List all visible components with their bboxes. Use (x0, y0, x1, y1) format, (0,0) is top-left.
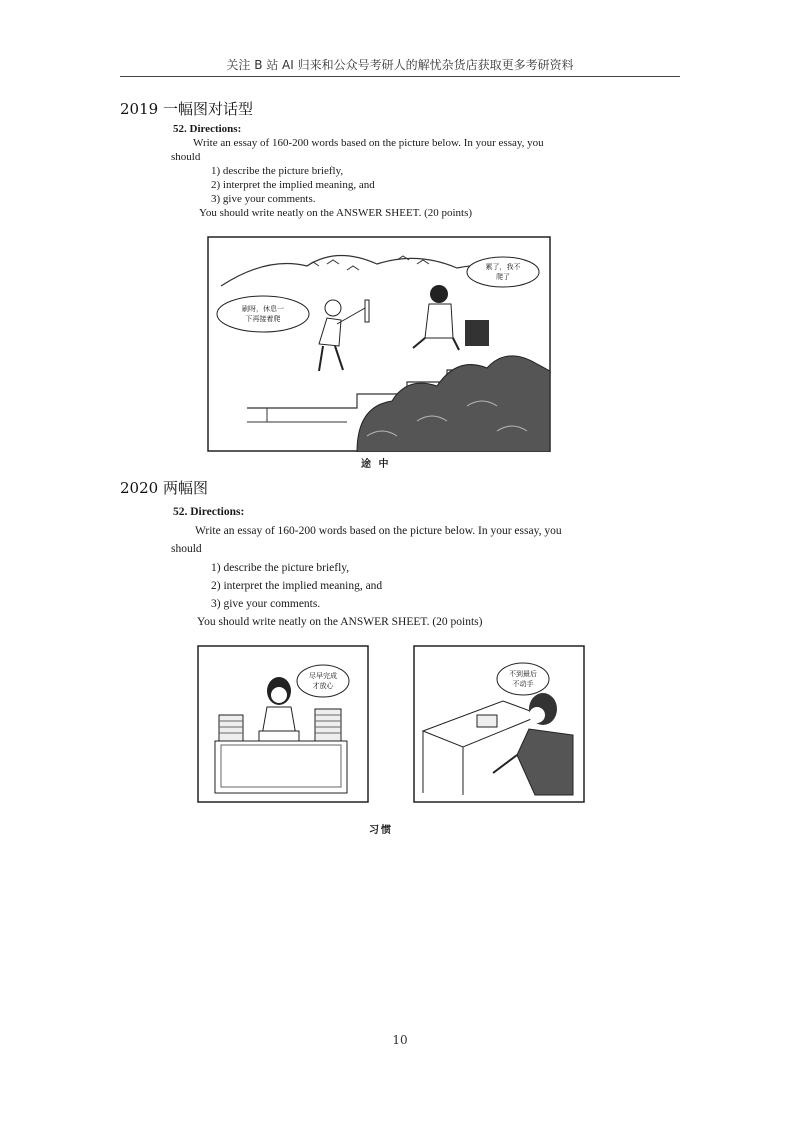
directions-title: 52. Directions: (173, 506, 245, 518)
page-number: 10 (392, 1033, 408, 1047)
section-heading-2020: 2020 两幅图 (120, 479, 208, 497)
directions-line: should (171, 151, 201, 163)
section-heading-2019: 2019 一幅图对话型 (120, 100, 253, 118)
directions-line: 3) give your comments. (211, 193, 316, 205)
directions-line: 1) describe the picture briefly, (211, 562, 350, 574)
bubble-left-line: 才放心 (312, 682, 334, 690)
header-rule (120, 76, 680, 77)
bubble-left-line: 尽早完成 (309, 672, 337, 680)
bubble-right-line: 爬了 (496, 273, 510, 281)
bubble-left-line: 刷呀，休息一 (242, 305, 284, 313)
bubble-left-line: 下再接着爬 (245, 315, 281, 323)
cartoon-panel-left (197, 645, 369, 803)
exam-scan-2019 (165, 120, 635, 470)
directions-line: You should write neatly on the ANSWER SHEET. (20 points) (199, 207, 473, 219)
cartoon-on-the-way (207, 236, 551, 452)
directions-line: 3) give your comments. (211, 598, 321, 610)
bubble-right-line: 累了，我不 (485, 263, 521, 271)
directions-line: You should write neatly on the ANSWER SHEET. (20 points) (197, 616, 483, 628)
directions-title: 52. Directions: (173, 123, 242, 135)
cartoon-caption: 习惯 (369, 825, 393, 836)
bubble-right-line: 不到最后 (509, 670, 537, 678)
directions-line: 1) describe the picture briefly, (211, 165, 344, 177)
directions-line: 2) interpret the implied meaning, and (211, 179, 375, 191)
directions-line: Write an essay of 160-200 words based on the picture below. In your essay, you (195, 525, 562, 537)
directions-line: 2) interpret the implied meaning, and (211, 580, 383, 592)
page-header: 关注 B 站 AI 归来和公众号考研人的解忧杂货店获取更多考研资料 (226, 58, 574, 72)
cartoon-panel-right (413, 645, 585, 803)
exam-scan-2020 (165, 503, 635, 848)
cartoon-caption: 途 中 (361, 459, 391, 470)
directions-line: Write an essay of 160-200 words based on the picture below. In your essay, you (193, 137, 544, 149)
directions-line: should (171, 543, 202, 555)
bubble-right-line: 不动手 (512, 680, 534, 688)
